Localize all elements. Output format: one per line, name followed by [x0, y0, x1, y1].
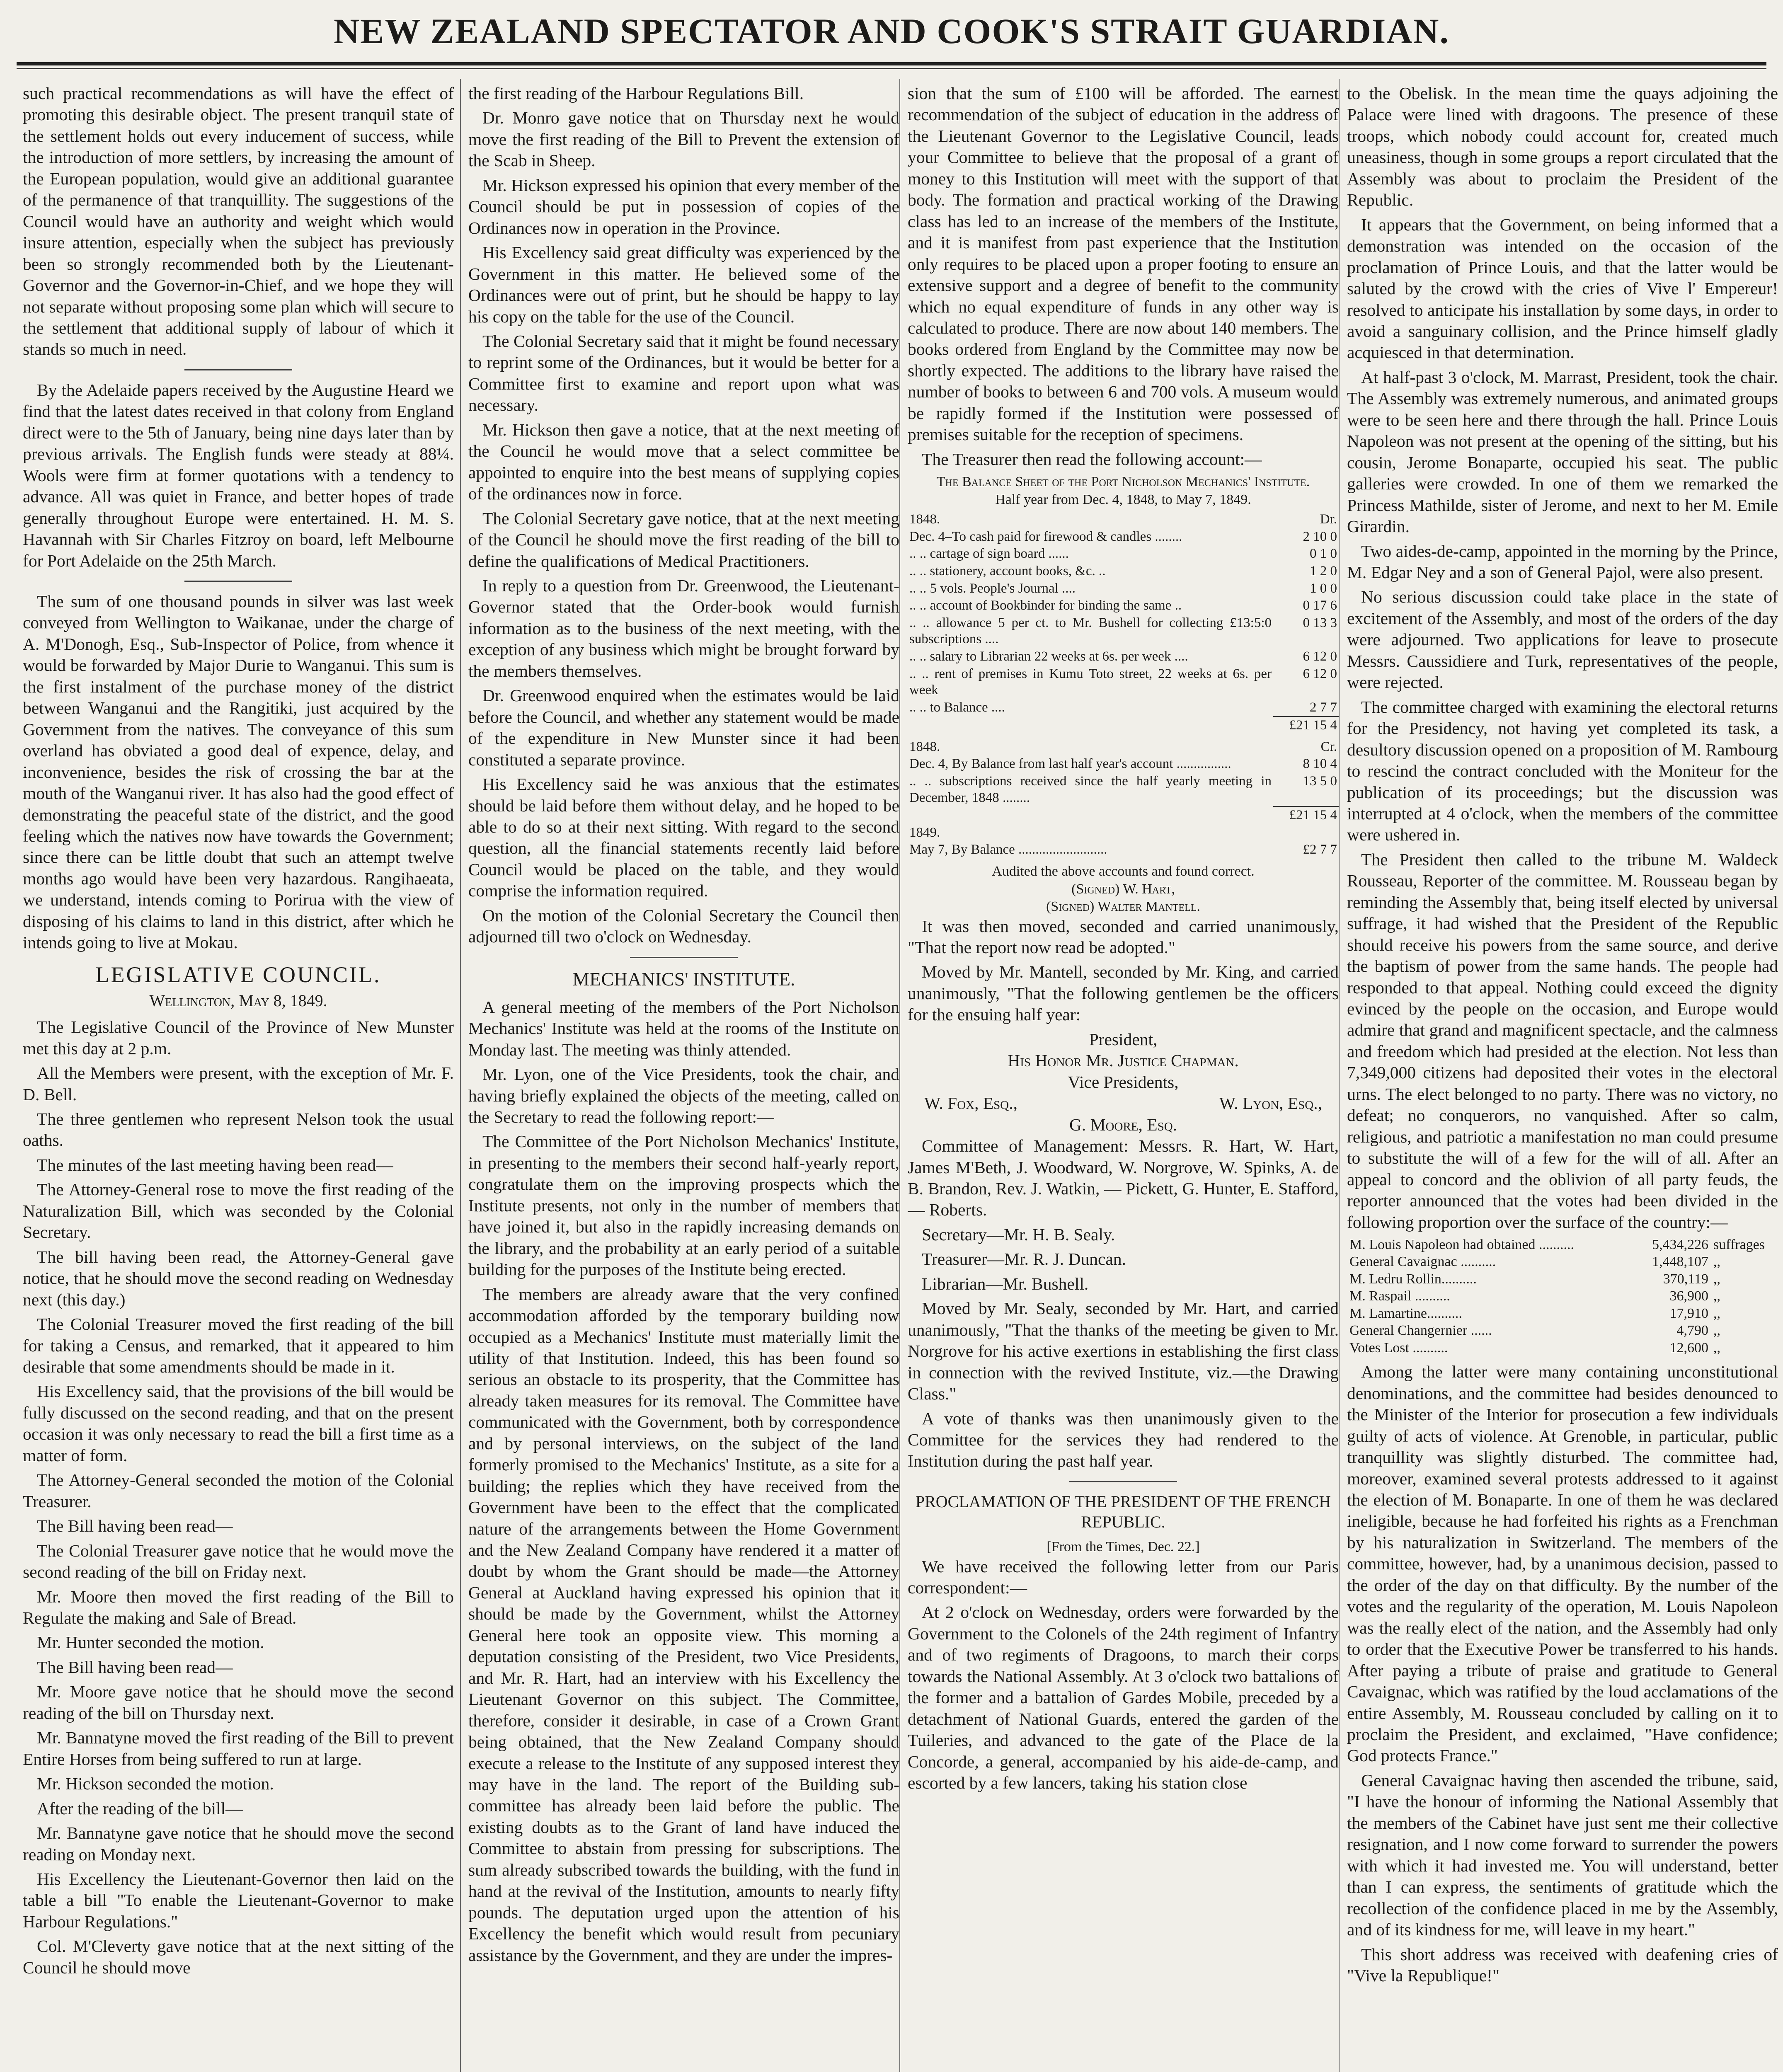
paragraph: to the Obelisk. In the mean time the quays adjoining the Palace were lined with dragoons. The presence of these troops, which nobody could account for, created much uneasiness, though in some groups a report circulated that the Assembly was about to proclaim the President of the Republic.: [1347, 84, 1778, 210]
officer-name: W. Lyon, Esq.,: [1219, 1094, 1322, 1113]
paragraph: Col. M'Cleverty gave notice that at the next sitting of the Council he should move: [23, 1936, 454, 1977]
table-row: M. Lamartine.......... 17,910 ,,: [1349, 1305, 1720, 1321]
paragraph: Mr. Hunter seconded the motion.: [37, 1633, 264, 1652]
paragraph: Mr. Bannatyne gave notice that he should move the second reading on Monday next.: [23, 1823, 454, 1864]
table-row: .. .. allowance 5 per ct. to Mr. Bushell for collecting £13:5:0 subscriptions .... 0 13 3: [909, 615, 1337, 647]
officer-name: His Honor Mr. Justice Chapman.: [1008, 1051, 1239, 1070]
paragraph: The President then called to the tribune M. Waldeck Rousseau, Reporter of the committee. M. Rousseau began by reminding the Assembly that, being itself elected by universal suffrage, it had wished that the President of the Republic should receive his powers from the same source, and derive the baptism of power from the same hands. The people had responded to that appeal. Nothing could exceed the dignity evinced by the people on the occasion, and Europe would admire that grand and magnificent spectacle, and the calmness and freedom which had presided at the election. Not less than 7,349,000 citizens had deposited their votes in the electoral urns. The elect belonged to no party. There was no victory, no defeat; no conquerors, no vanquished. After so calm, religious, and patriotic a manifestation no man could presume to substitute the will of a few for the will of all. After an appeal to concord and the oblivion of all party feuds, the reporter announced that the votes had been divided in the following proportion over the surface of the country:—: [1347, 850, 1778, 1232]
paragraph: The minutes of the last meeting having been read—: [37, 1155, 393, 1174]
paragraph: By the Adelaide papers received by the Augustine Heard we find that the latest dates received in that colony from England direct were to the 5th of January, being nine days later than by previous arrivals. The English funds were steady at 88¼. Wools were firm at former quotations with a tendency to advance. All was quiet in France, and better hopes of trade generally throughout Europe were entertained. H. M. S. Havannah with Sir Charles Fitzroy on board, left Melbourne for Port Adelaide on the 25th March.: [23, 380, 454, 570]
table-row: Dec. 4–To cash paid for firewood & candles ........ 2 10 0: [909, 529, 1337, 544]
masthead: NEW ZEALAND SPECTATOR AND COOK'S STRAIT GUARDIAN.: [333, 11, 1450, 51]
masthead-rule-thin: [17, 68, 1766, 69]
column-divider: [899, 79, 900, 2072]
column-divider: [460, 79, 461, 2072]
paragraph: At half-past 3 o'clock, M. Marrast, President, took the chair. The Assembly was extremely numerous, and animated groups were to be seen here and there through the hall. Prince Louis Napoleon was not present at the opening of the sitting, but his cousin, Jerome Bonaparte, occupied his seat. The public galleries were crowded. In one of them we remarked the Princess Mathilde, sister of Jerome, and next to her M. Emile Girardin.: [1347, 367, 1778, 536]
paragraph: In reply to a question from Dr. Greenwood, the Lieutenant-Governor stated that the Order-book would furnish information as to the business of the next meeting, with the exception of any business which might be brought forward by the members themselves.: [468, 576, 899, 680]
paragraph: His Excellency the Lieutenant-Governor then laid on the table a bill "To enable the Lieutenant-Governor to make Harbour Regulations.": [23, 1869, 454, 1931]
paragraph: His Excellency said great difficulty was experienced by the Government in this matter. He believed some of the Ordinances were out of print, but he should be happy to lay his copy on the table for the use of the Council.: [468, 243, 899, 326]
table-total-row: £21 15 4: [908, 806, 1339, 824]
paragraph: Treasurer—Mr. R. J. Duncan.: [922, 1249, 1126, 1269]
office-heading: Vice Presidents,: [1068, 1072, 1179, 1092]
table-row: Votes Lost .......... 12,600 ,,: [1349, 1340, 1720, 1356]
table-row: 1849.: [909, 825, 940, 840]
paragraph: Librarian—Mr. Bushell.: [922, 1274, 1089, 1293]
table-cell: Cr.: [1320, 739, 1337, 754]
section-dateline: Wellington, May 8, 1849.: [149, 991, 327, 1010]
paragraph: A general meeting of the members of the Port Nicholson Mechanics' Institute was held at the rooms of the Institute on Monday last. The meeting was thinly attended.: [468, 997, 899, 1059]
masthead-rule: [17, 62, 1766, 65]
column-1: [23, 83, 454, 2072]
officer-name: W. Fox, Esq.,: [924, 1094, 1017, 1113]
office-heading: President,: [1089, 1029, 1158, 1049]
paragraph: The members are already aware that the very confined accommodation afforded by the temporary building now occupied as a Mechanics' Institute must materially limit the utility of that Institution. Indeed, this has been found so serious an obstacle to its prosperity, that the Committee has already taken measures for its removal. The Committee have communicated with the Government, both by correspondence and by personal interviews, on the subject of the land formerly promised to the Mechanics' Institute, as a site for a building; the replies which they have received from the Government have been to the effect that the complicated nature of the arrangements between the Home Government and the New Zealand Company have rendered it a matter of doubt by whom the Grant should be made—the Attorney General at Auckland having expressed his opinion that it should be made by the Government, whilst the Attorney General here took an opposite view. This morning a deputation consisting of the President, two Vice Presidents, and Mr. R. Hart, had an interview with his Excellency the Lieutenant Governor on this subject. The Committee, therefore, consider it desirable, in case of a Crown Grant being obtained, that the New Zealand Company should execute a release to the Institute of any supposed interest they may have in the land. The report of the Building sub-committee has already been laid before the public. The existing doubts as to the Grant of land have induced the Committee to abstain from pressing for subscriptions. The sum already subscribed towards the building, with the fund in hand at the revival of the Institution, amounts to nearly fifty pounds. The deputation urged upon the attention of his Excellency the benefit which would result from pecuniary assistance by the Government, and they are under the impres-: [468, 1284, 899, 1965]
paragraph: Secretary—Mr. H. B. Sealy.: [922, 1225, 1115, 1244]
paragraph: The Bill having been read—: [37, 1657, 233, 1677]
paragraph: sion that the sum of £100 will be afforded. The earnest recommendation of the subject of education in the address of the Lieutenant Governor to the Legislative Council, leads your Committee to believe that the proposal of a grant of money to this Institution will meet with the support of that body. The formation and practical working of the Drawing class has led to an increase of the members of the Institute, and it is manifest from past experience that the Institution only requires to be placed upon a proper footing to ensure an extensive support and a degree of benefit to the community which no equal expenditure of funds in any other way is calculated to produce. There are now about 140 members. The books ordered from England by the Committee may now be shortly expected. The additions to the library have raised the number of books to between 6 and 700 vols. A museum would be rapidly formed if the Institution were possessed of premises suitable for the reception of specimens.: [908, 84, 1339, 444]
balance-sheet-title: The Balance Sheet of the Port Nicholson Mechanics' Institute.: [936, 474, 1310, 490]
paragraph: Dr. Monro gave notice that on Thursday next he would move the first reading of the Bill to Prevent the extension of the Scab in Sheep.: [468, 108, 899, 170]
paragraph: The Treasurer then read the following account:—: [922, 449, 1262, 469]
table-cell: Dr.: [1320, 512, 1337, 527]
paragraph: General Cavaignac having then ascended the tribune, said, "I have the honour of informing the National Assembly that the members of the Cabinet have just sent me their collective resignation, and I now come forward to surrender the powers with which it had invested me. You will understand, better than I can express, the sentiments of gratitude which the recollection of the confidence placed in me by the Assembly, and of its kindness for me, will leave in my heart.": [1347, 1770, 1778, 1939]
section-rule: [630, 957, 738, 958]
column-2: [468, 83, 899, 2072]
paragraph: We have received the following letter from our Paris correspondent:—: [908, 1556, 1339, 1597]
audit-note: Audited the above accounts and found correct.: [992, 864, 1255, 879]
paragraph: The Colonial Treasurer moved the first reading of the bill for taking a Census, and remarked, that it appeared to him desirable that some amendments should be made in it.: [23, 1314, 454, 1377]
paragraph: The Colonial Treasurer gave notice that he would move the second reading of the bill on Friday next.: [23, 1541, 454, 1582]
section-rule: [184, 369, 292, 370]
table-row: .. .. 5 vols. People's Journal .... 1 0 0: [909, 581, 1337, 596]
column-divider: [1339, 79, 1340, 2072]
paragraph: Moved by Mr. Sealy, seconded by Mr. Hart, and carried unanimously, "That the thanks of the meeting be given to Mr. Norgrove for his active exertions in establishing the first class in connection with the revived Institute, viz.—the Drawing Class.": [908, 1299, 1339, 1404]
paragraph: Mr. Hickson seconded the motion.: [37, 1774, 274, 1794]
paragraph: It was then moved, seconded and carried unanimously, "That the report now read be adopted.": [908, 916, 1339, 957]
table-row: .. .. salary to Librarian 22 weeks at 6s. per week .... 6 12 0: [909, 649, 1337, 664]
paragraph: This short address was received with deafening cries of "Vive la Republique!": [1347, 1944, 1778, 1985]
paragraph: Among the latter were many containing unconstitutional denominations, and the committee had besides denounced to the Minister of the Interior for prosecution a few individuals guilty of acts of violence. At Grenoble, in particular, public tranquillity was slightly disturbed. The committee had, moreover, examined several protests addressed to it against the election of M. Bonaparte. In one of them he was declared ineligible, because he had forfeited his rights as a Frenchman by his naturalization in Switzerland. The members of the committee, however, had, by a unanimous decision, passed to the order of the day on that difficulty. By the number of the votes and the regularity of the operation, M. Louis Napoleon was the really elect of the nation, and the Assembly had only to order that the Executive Power be transferred to his hands. After paying a tribute of praise and gratitude to General Cavaignac, which was ratified by the loud acclamations of the entire Assembly, M. Rousseau concluded by calling on it to proclaim the President, and exclaimed, "Have confidence; God protects France.": [1347, 1362, 1778, 1765]
paragraph: The Attorney-General rose to move the first reading of the Naturalization Bill, which was seconded by the Colonial Secretary.: [23, 1180, 454, 1242]
table-row: .. .. cartage of sign board ...... 0 1 0: [909, 546, 1337, 562]
credit-table: [908, 738, 1339, 859]
table-row: General Cavaignac .......... 1,448,107 ,,: [1349, 1254, 1720, 1270]
table-row: .. .. stationery, account books, &c. .. 1 2 0: [909, 563, 1337, 579]
section-rule: [184, 581, 292, 582]
paragraph: Dr. Greenwood enquired when the estimates would be laid before the Council, and whether any statement would be made of the expenditure in New Munster since it had been constituted a separate province.: [468, 686, 899, 769]
signature-line: (Signed) Walter Mantell.: [1046, 899, 1200, 915]
paragraph: His Excellency said he was anxious that the estimates should be laid before them without delay, and he hoped to be able to do so at their next sitting. With regard to the second question, all the financial statements recently laid before Council would be placed on the table, and they would comprise the information required.: [468, 775, 899, 900]
paragraph: such practical recommendations as will have the effect of promoting this desirable object. The present tranquil state of the settlement holds out every inducement of success, while the introduction of more settlers, by increasing the amount of the European population, would give an additional guarantee of the permanence of that tranquillity. The suggestions of the Council would have an authority and weight which would insure attention, especially when the subject has previously been so strongly recommended both by the Lieutenant-Governor and the Governor-in-Chief, and we hope they will not separate without proposing some plan which will secure to the settlement that additional supply of labour of which it stands so much in need.: [23, 84, 454, 359]
paragraph: Mr. Bannatyne moved the first reading of the Bill to prevent Entire Horses from being suffered to run at large.: [23, 1728, 454, 1769]
table-row: .. .. rent of premises in Kumu Toto street, 22 weeks at 6s. per week 6 12 0: [909, 666, 1337, 698]
section-rule: [1069, 1481, 1177, 1482]
debit-table: [908, 511, 1339, 734]
votes-table: [1347, 1236, 1778, 1356]
paragraph: At 2 o'clock on Wednesday, orders were forwarded by the Government to the Colonels of the 24th regiment of Infantry and of two regiments of Dragoons, to march their corps towards the National Assembly. At 3 o'clock two battalions of the former and a battalion of Gardes Mobile, preceded by a detachment of National Guards, entered the garden of the Tuileries, and advanced to the gate of the Place de la Concorde, a general, accompanied by his aide-de-camp, and escorted by a few lancers, taking his station close: [908, 1602, 1339, 1793]
column-3: [908, 83, 1339, 2072]
paragraph: Mr. Hickson expressed his opinion that every member of the Council should be put in possession of copies of the Ordinances now in operation in the Province.: [468, 175, 899, 237]
officer-name: G. Moore, Esq.: [1069, 1115, 1177, 1134]
paragraph: Mr. Moore then moved the first reading of the Bill to Regulate the making and Sale of Bread.: [23, 1587, 454, 1627]
section-heading: LEGISLATIVE COUNCIL.: [95, 962, 381, 987]
paragraph: Mr. Lyon, one of the Vice Presidents, took the chair, and having briefly explained the objects of the meeting, called on the Secretary to read the following report:—: [468, 1065, 899, 1126]
paragraph: It appears that the Government, on being informed that a demonstration was intended on the occasion of the proclamation of Prince Louis, and that the latter would be saluted by the crowd with the cries of Vive l' Empereur! resolved to anticipate his installation by some days, in order to avoid a sanguinary collision, and the Prince himself gladly acquiesced in that determination.: [1347, 215, 1778, 362]
column-4: [1347, 83, 1778, 2072]
paragraph: His Excellency said, that the provisions of the bill would be fully discussed on the second reading, and that on the present occasion it was only necessary to read the bill a first time as a matter of form.: [23, 1382, 454, 1465]
signature-line: (Signed) W. Hart,: [1071, 881, 1175, 897]
section-heading: PROCLAMATION OF THE PRESIDENT OF THE FRENCH REPUBLIC.: [915, 1492, 1331, 1532]
paragraph: The sum of one thousand pounds in silver was last week conveyed from Wellington to Waikanae, under the charge of A. M'Donogh, Esq., Sub-Inspector of Police, from whence it would be forwarded by Major Durie to Wanganui. This sum is the first instalment of the purchase money of the district between Wanganui and the Rangitiki, just acquired by the Government from the natives. The conveyance of this sum overland has obviated a good deal of expence, delay, and inconvenience, besides the risk of crossing the bar at the mouth of the Wanganui river. It has also had the good effect of demonstrating the peaceful state of the district, and the good feeling which the natives now have towards the Government; since there can be little doubt that such an attempt twelve months ago would have been very hazardous. Rangihaeata, we understand, intends coming to Porirua with the view of disposing of his claims to land in this district, after which he intends going to live at Mokau.: [23, 591, 454, 952]
paragraph: The Colonial Secretary gave notice, that at the next meeting of the Council he should move the first reading of the bill to define the qualifications of Medical Practitioners.: [468, 508, 899, 571]
paragraph: Mr. Moore gave notice that he should move the second reading of the bill on Thursday next.: [23, 1682, 454, 1723]
table-row: M. Ledru Rollin.......... 370,119 ,,: [1349, 1271, 1720, 1287]
paragraph: Two aides-de-camp, appointed in the morning by the Prince, M. Edgar Ney and a son of General Pajol, were also present.: [1347, 541, 1778, 582]
paragraph: The bill having been read, the Attorney-General gave notice, that he should move the second reading on Wednesday next (this day.): [23, 1247, 454, 1309]
table-row: May 7, By Balance .......................... £2 7 7: [909, 842, 1337, 857]
table-row: .. .. subscriptions received since the half yearly meeting in December, 1848 ........ 13 5 0: [909, 774, 1337, 805]
source-line: [From the Times, Dec. 22.]: [1047, 1539, 1200, 1555]
table-row: Dec. 4, By Balance from last half year's account ................ 8 10 4: [909, 756, 1337, 772]
paragraph: The Bill having been read—: [37, 1516, 233, 1536]
paragraph: Moved by Mr. Mantell, seconded by Mr. King, and carried unanimously, "That the following gentlemen be the officers for the ensuing half year:: [908, 962, 1339, 1024]
paragraph: Mr. Hickson then gave a notice, that at the next meeting of the Council he would move that a select committee be appointed to enquire into the best means of supplying copies of the ordinances now in force.: [468, 420, 899, 503]
paragraph: The Legislative Council of the Province of New Munster met this day at 2 p.m.: [23, 1017, 454, 1058]
paragraph: The committee charged with examining the electoral returns for the Presidency, not having yet completed its task, a desultory discussion opened on a proposition of M. Rambourg to rescind the contract concluded with the Moniteur for the publication of its proceedings; but the discussion was interrupted at 4 o'clock, when the members of the committee were ushered in.: [1347, 697, 1778, 845]
table-cell: 1848.: [909, 739, 940, 754]
paragraph: The Colonial Secretary said that it might be found necessary to reprint some of the Ordinances, but it would be better for a Committee first to examine and report upon what was necessary.: [468, 331, 899, 415]
paragraph: The three gentlemen who represent Nelson took the usual oaths.: [23, 1109, 454, 1150]
paragraph: All the Members were present, with the exception of Mr. F. D. Bell.: [23, 1063, 454, 1104]
paragraph: Committee of Management: Messrs. R. Hart, W. Hart, James M'Beth, J. Woodward, W. Norgrove, W. Spinks, A. de B. Brandon, Rev. J. Watkin, — Pickett, G. Hunter, E. Stafford, — Roberts.: [908, 1136, 1339, 1220]
paragraph: the first reading of the Harbour Regulations Bill.: [468, 84, 804, 103]
paragraph: No serious discussion could take place in the state of excitement of the Assembly, and most of the orders of the day were adjourned. Two applications for leave to prosecute Messrs. Caussidiere and Turk, representatives of the people, were rejected.: [1347, 587, 1778, 692]
paragraph: On the motion of the Colonial Secretary the Council then adjourned till two o'clock on Wednesday.: [468, 905, 899, 946]
vice-presidents-row: [908, 1093, 1339, 1114]
paragraph: After the reading of the bill—: [37, 1798, 243, 1818]
paragraph: A vote of thanks was then unanimously given to the Committee for the services they had rendered to the Institution during the past half year.: [908, 1409, 1339, 1471]
balance-sheet-period: Half year from Dec. 4, 1848, to May 7, 1849.: [995, 491, 1251, 507]
section-heading: MECHANICS' INSTITUTE.: [572, 968, 795, 990]
table-row: General Changernier ...... 4,790 ,,: [1349, 1323, 1720, 1339]
table-total-row: £21 15 4: [908, 716, 1339, 734]
table-row: .. .. account of Bookbinder for binding the same .. 0 17 6: [909, 598, 1337, 613]
table-row: M. Louis Napoleon had obtained .......... 5,434,226 suffrages: [1349, 1237, 1765, 1253]
table-row: .. .. to Balance .... 2 7 7: [909, 700, 1337, 715]
table-row: M. Raspail .......... 36,900 ,,: [1349, 1288, 1720, 1304]
table-cell: 1848.: [909, 512, 940, 527]
paragraph: The Attorney-General seconded the motion of the Colonial Treasurer.: [23, 1470, 454, 1511]
paragraph: The Committee of the Port Nicholson Mechanics' Institute, in presenting to the members their second half-yearly report, congratulate them on the improving prospects which the Institute presents, not only in the number of members that have joined it, but also in the rapidly increasing demands on the library, and the probability at an early period of a suitable building for the purposes of the Institute being erected.: [468, 1132, 899, 1279]
